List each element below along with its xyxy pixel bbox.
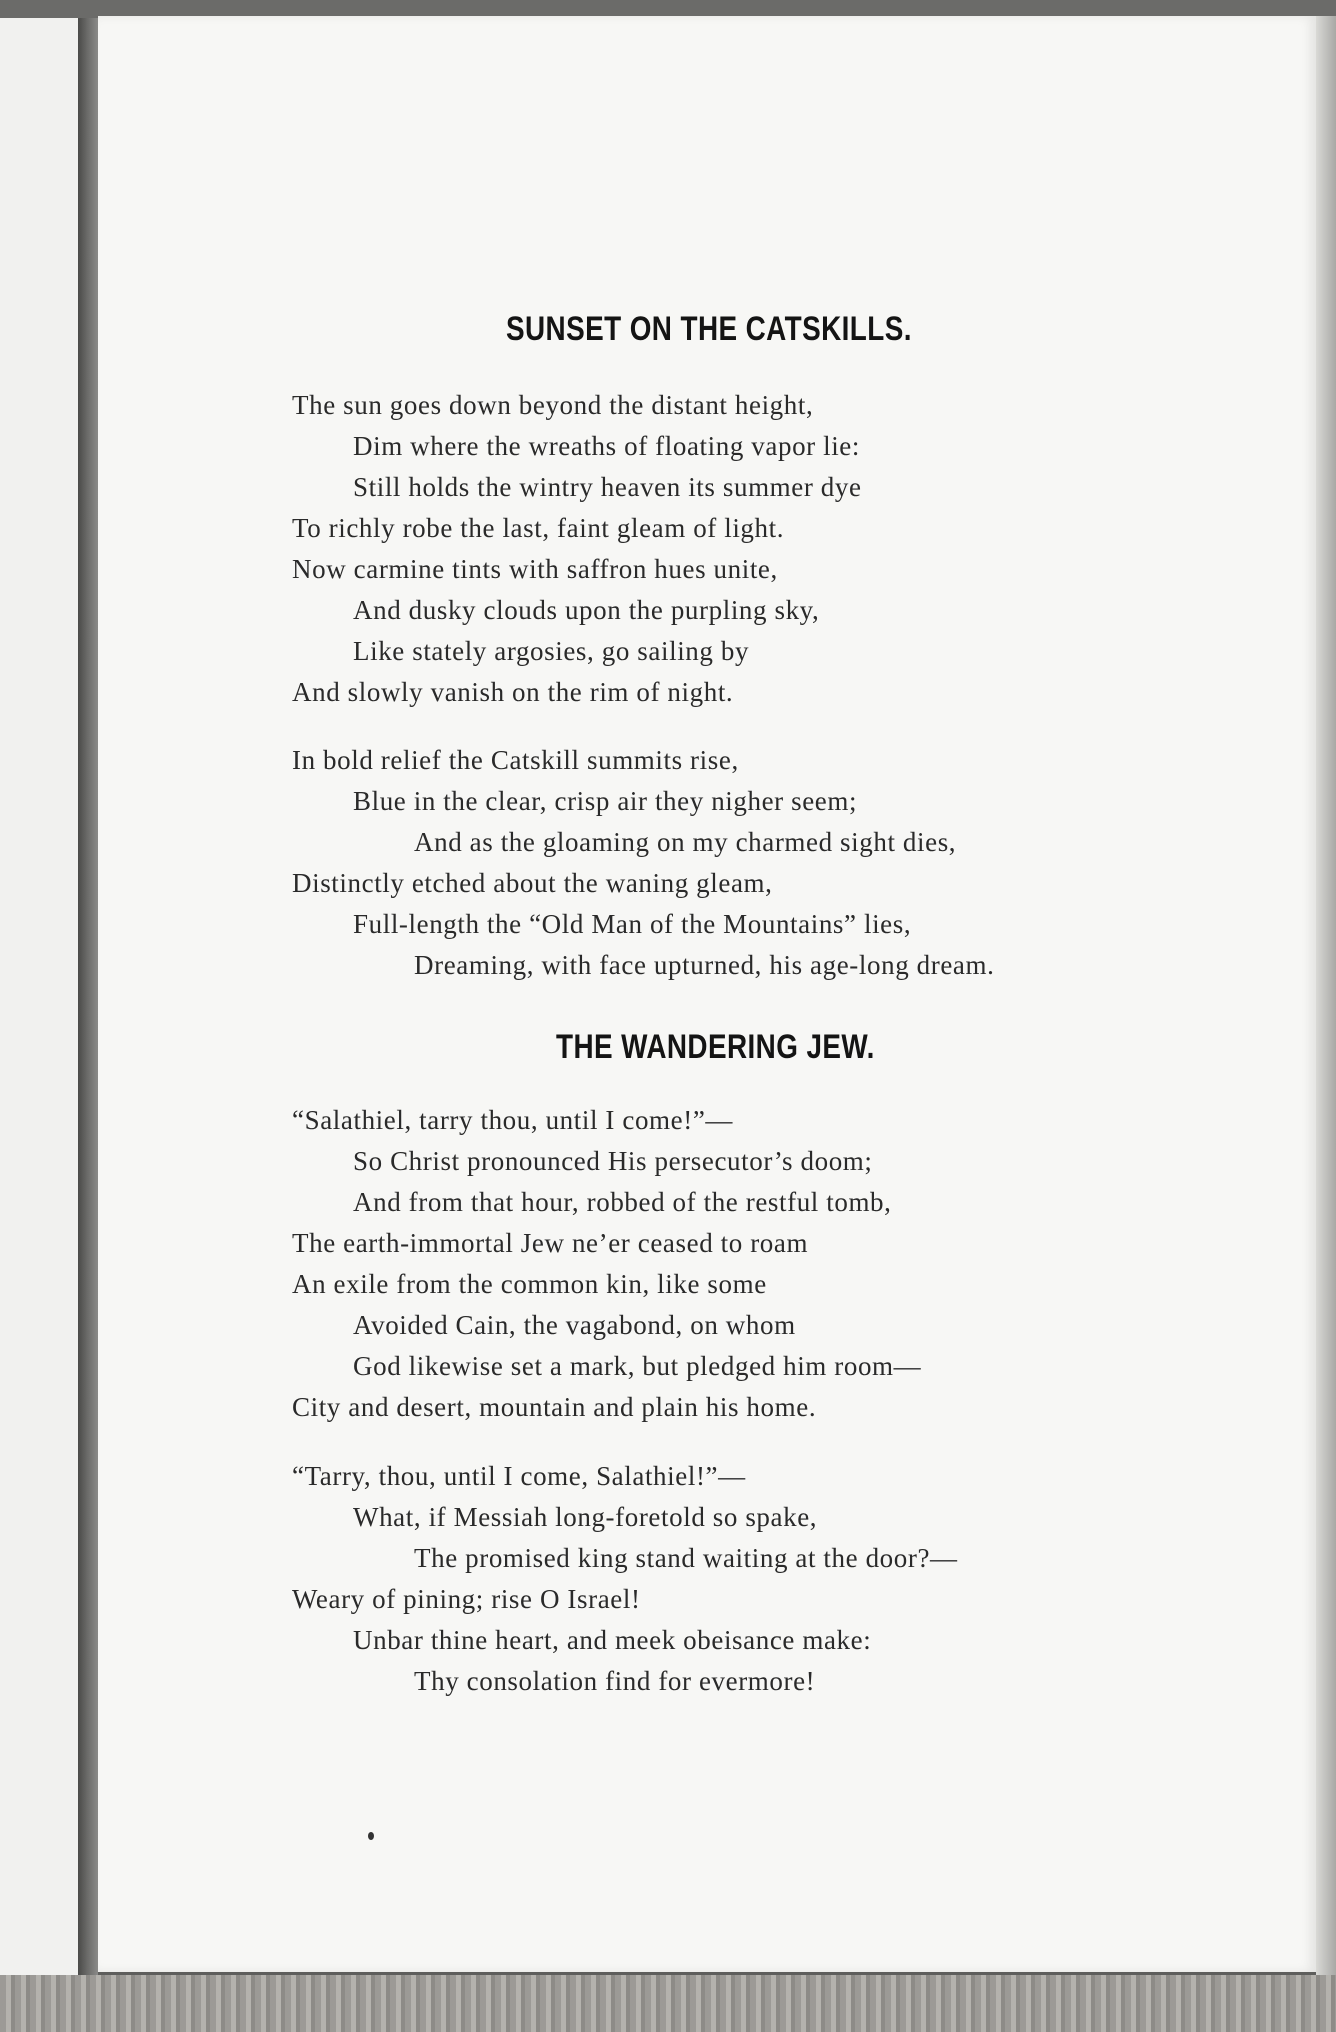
poem-line: Still holds the wintry heaven its summer dye	[353, 472, 862, 502]
poem-line: Distinctly etched about the waning gleam,	[292, 868, 773, 898]
poem-line: Full-length the “Old Man of the Mountains” lies,	[353, 909, 912, 939]
scan-table-surface	[0, 1975, 1336, 2032]
poem-line: Dreaming, with face upturned, his age-long dream.	[414, 950, 995, 980]
book-spine-gutter	[78, 18, 98, 1975]
poem-line: “Salathiel, tarry thou, until I come!”—	[292, 1105, 734, 1135]
poem-line: And as the gloaming on my charmed sight dies,	[414, 827, 957, 857]
page-edge-shadow	[1316, 16, 1336, 1976]
poem-line: “Tarry, thou, until I come, Salathiel!”—	[292, 1461, 746, 1491]
poem-line: In bold relief the Catskill summits rise,	[292, 745, 739, 775]
ink-speck	[368, 1832, 374, 1840]
poem-line: Like stately argosies, go sailing by	[353, 636, 750, 666]
poem-line: What, if Messiah long-foretold so spake,	[353, 1502, 818, 1532]
poem-line: The earth-immortal Jew ne’er ceased to roam	[292, 1228, 809, 1258]
poem-line: The promised king stand waiting at the door?—	[414, 1543, 958, 1573]
poem-title: THE WANDERING JEW.	[556, 1028, 875, 1066]
poem-line: Now carmine tints with saffron hues unite,	[292, 554, 778, 584]
poem-line: Weary of pining; rise O Israel!	[292, 1584, 641, 1614]
poem-line: City and desert, mountain and plain his home.	[292, 1392, 817, 1422]
poem-line: Dim where the wreaths of floating vapor lie:	[353, 431, 860, 461]
poem-line: Avoided Cain, the vagabond, on whom	[353, 1310, 796, 1340]
poem-line: And slowly vanish on the rim of night.	[292, 677, 734, 707]
poem-line: Unbar thine heart, and meek obeisance make:	[353, 1625, 872, 1655]
poem-line: Blue in the clear, crisp air they nigher seem;	[353, 786, 858, 816]
poem-line: God likewise set a mark, but pledged him room—	[353, 1351, 922, 1381]
facing-page-edge	[0, 18, 78, 1975]
poem-line: The sun goes down beyond the distant height,	[292, 390, 814, 420]
poem-line: And dusky clouds upon the purpling sky,	[353, 595, 820, 625]
poem-line: To richly robe the last, faint gleam of light.	[292, 513, 785, 543]
poem-title: SUNSET ON THE CATSKILLS.	[506, 310, 912, 348]
poem-line: Thy consolation find for evermore!	[414, 1666, 816, 1696]
poem-line: And from that hour, robbed of the restful tomb,	[353, 1187, 892, 1217]
poem-line: So Christ pronounced His persecutor’s doom;	[353, 1146, 873, 1176]
poem-line: An exile from the common kin, like some	[292, 1269, 767, 1299]
